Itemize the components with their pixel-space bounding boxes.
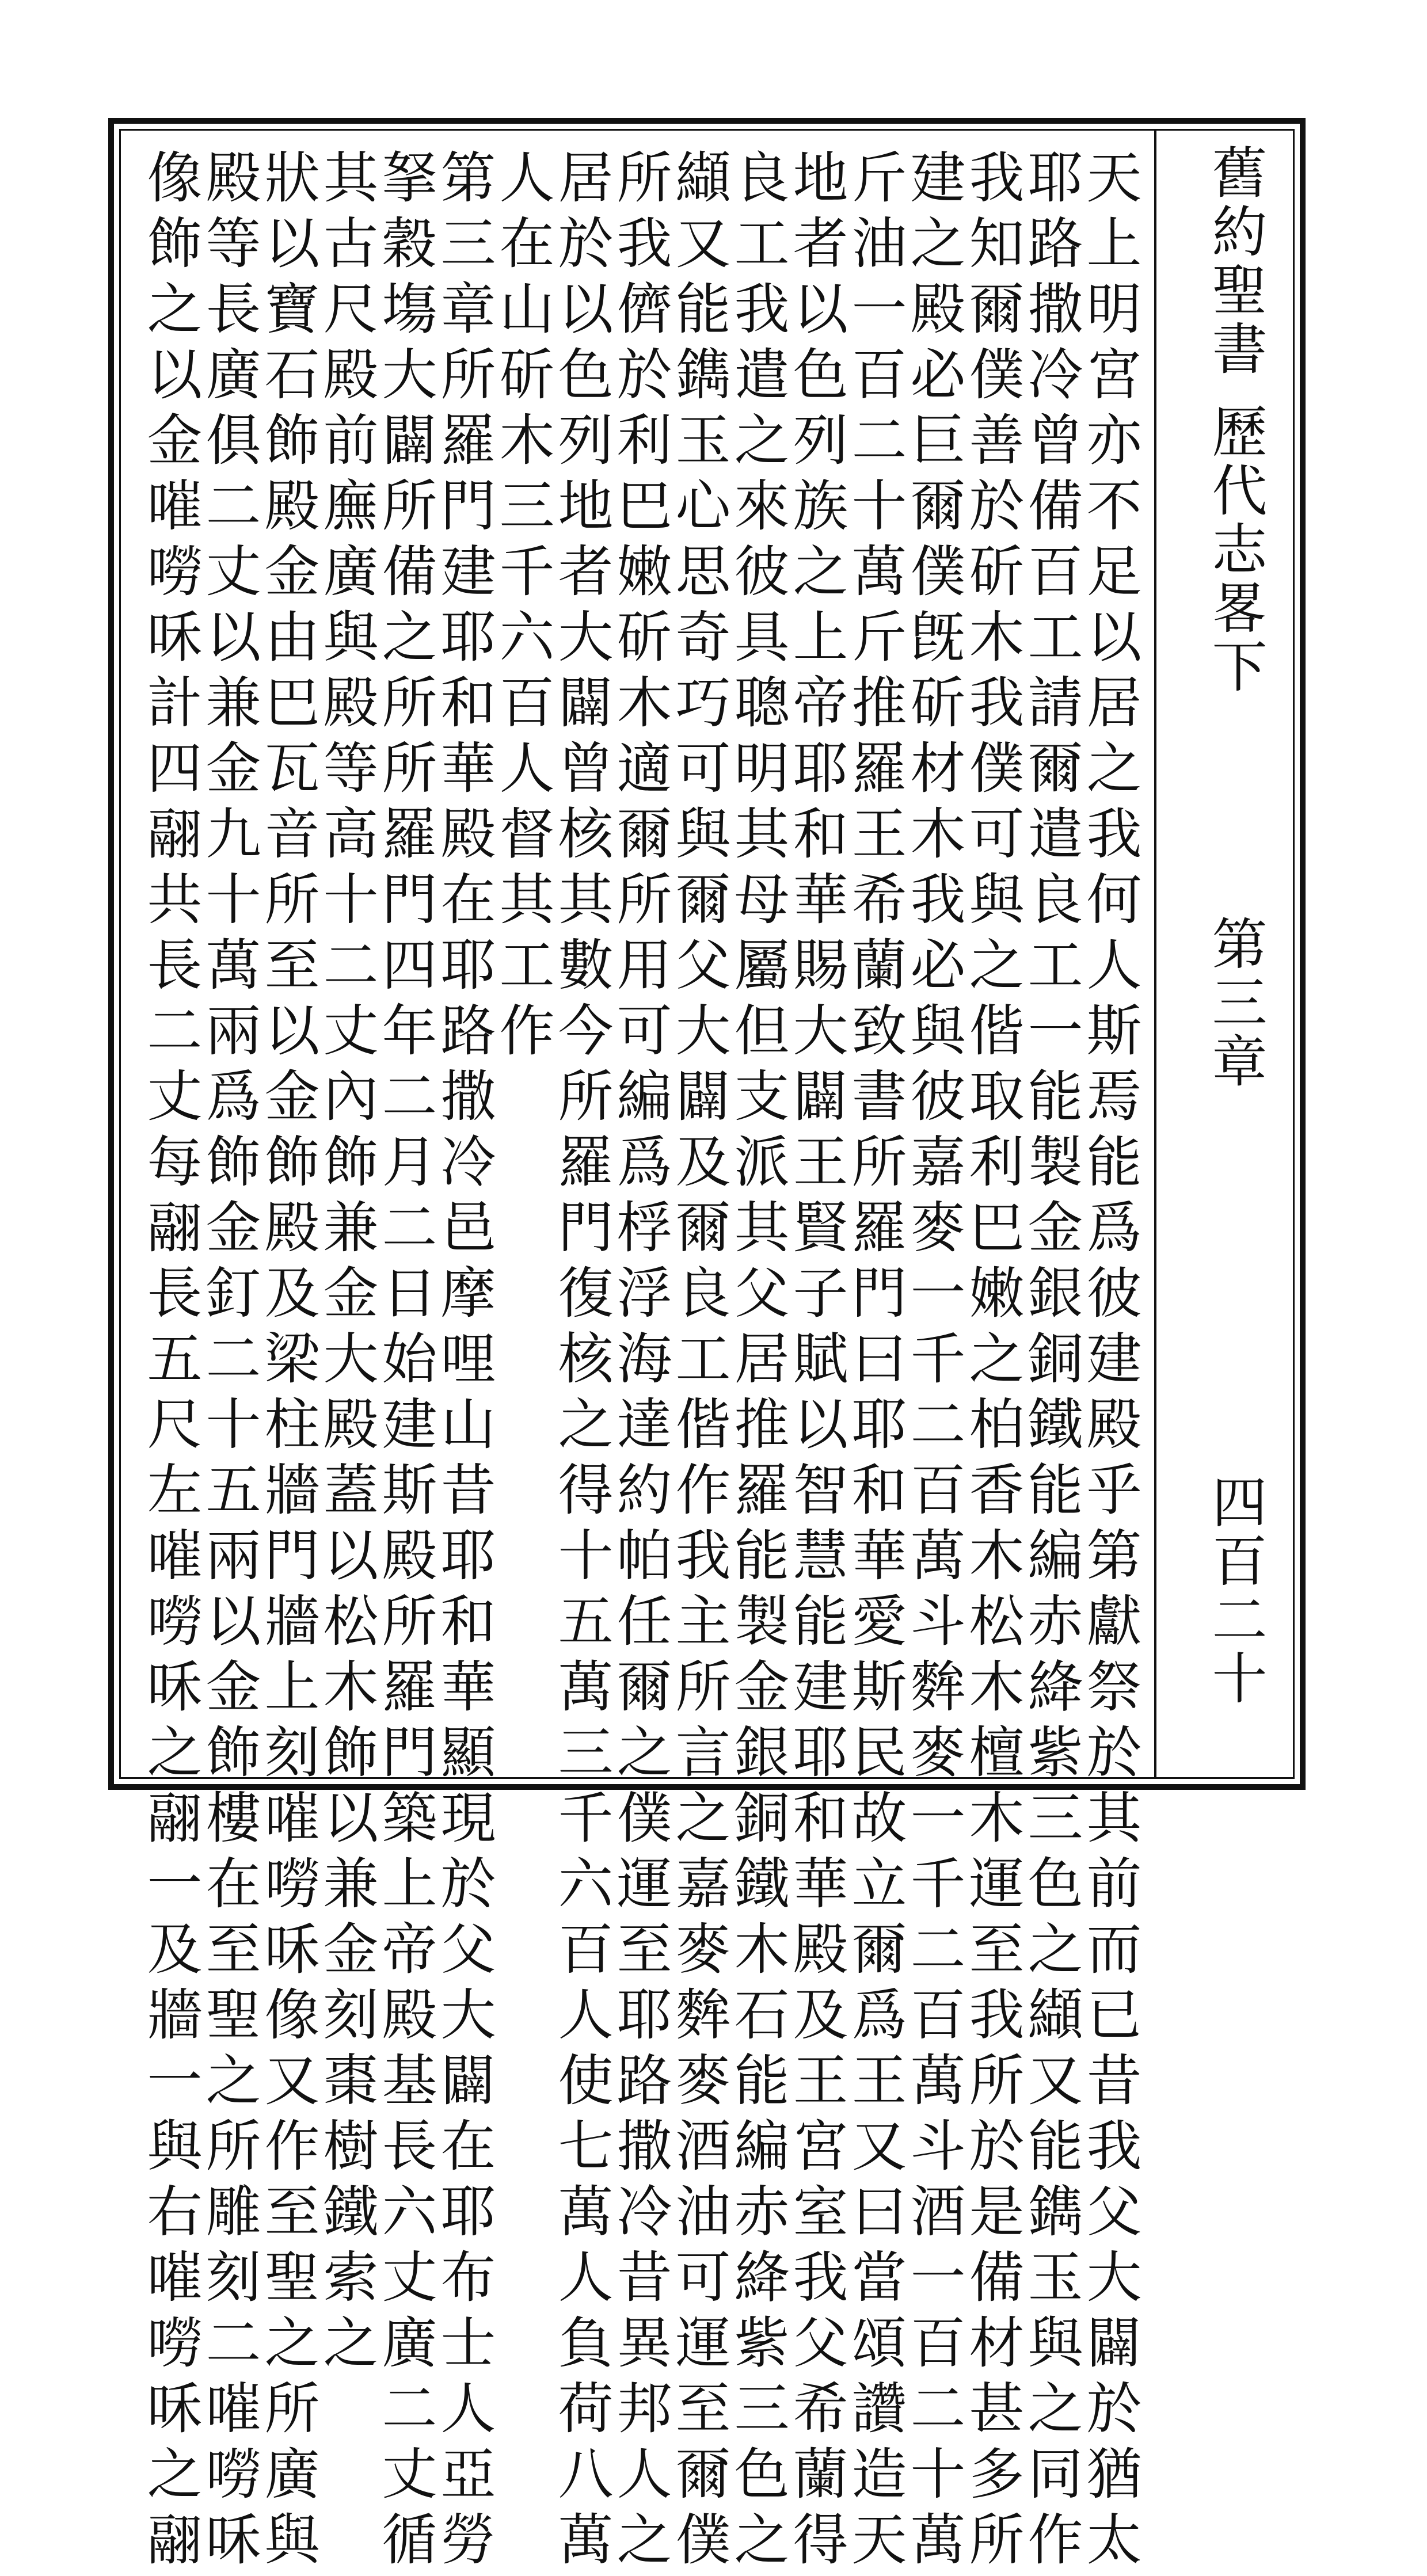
section-title: 歷代志畧下 xyxy=(1203,403,1268,696)
text-column: 其古尺殿前廡廣與殿等高十二丈內飾兼金大殿蓋以松木飾以兼金刻棗樹鐵索之 xyxy=(314,148,379,2379)
text-column: 人在山斫木三千六百人督其工作 xyxy=(490,148,555,1067)
text-column: 居於以色列地者大闢曾核其數今所羅門復核之得十五萬三千六百人使七萬人負荷八萬 xyxy=(549,148,614,2576)
text-column: 耶路撒冷曾備百工請爾遣良工一能製金銀銅鐵能編赤絳紫三色之纈又能鐫玉與之同作 xyxy=(1019,148,1083,2576)
text-column: 建之殿必巨爾僕旣斫材木我必與彼嘉麥一千二百萬斗麰麥一千二百萬斗酒一百二十萬 xyxy=(901,148,966,2576)
chapter-label: 第三章 xyxy=(1203,915,1268,1091)
text-column: 纈又能鐫玉心思奇巧可與爾父大闢及爾良工偕作我主所言之嘉麥麰麥酒油可運至爾僕 xyxy=(667,148,731,2576)
book-title: 舊約聖書 xyxy=(1203,144,1268,379)
header-divider xyxy=(1154,129,1156,1779)
text-column: 狀以寶石飾殿金由巴瓦音所至以金飾殿及梁柱牆門牆上刻嗺嘮咊像又作至聖之所廣與 xyxy=(256,148,320,2576)
text-column: 像飾之以金嗺嘮咊計四翮共長二丈每翮長五尺左嗺嘮咊之翮一及牆一與右嗺嘮咊之翮 xyxy=(138,148,203,2576)
chapter-heading-column: 第三章所羅門建耶和華殿在耶路撒冷邑摩哩山昔耶和華顯現於父大闢在耶布士人亞勞 xyxy=(432,148,496,2576)
text-column: 地者以色列族之上帝耶和華賜大闢王賢子賦以智慧能建耶和華殿及王宮室我父希蘭得 xyxy=(784,148,848,2576)
text-column: 所我儕於利巴嫩斫木適爾所用可編爲桴浮海達約帕任爾之僕運至耶路撒冷昔異邦人之 xyxy=(608,148,672,2576)
text-column: 良工我遣之來彼具聰明其母屬但支派其父居推羅能製金銀銅鐵木石能編赤絳紫三色之 xyxy=(725,148,790,2576)
text-column: 殿等長廣俱二丈以兼金九十萬兩爲飾金釘二十五兩以金飾樓在至聖之所雕刻二嗺嘮咊 xyxy=(197,148,261,2576)
text-column: 斤油一百二十萬斤推羅王希蘭致書所羅門曰耶和華愛斯民故立爾爲王又曰當頌讚造天 xyxy=(843,148,907,2576)
text-column: 我知爾僕善於斫木我僕可與之偕取利巴嫩之柏香木松木檀木運至我所於是備材甚多所 xyxy=(960,148,1025,2576)
page-number: 四百二十 xyxy=(1203,1473,1268,1708)
text-column: 天上明宮亦不足以居之我何人斯焉能爲彼建殿乎第獻祭於其前而已昔我父大闢於猶太 xyxy=(1078,148,1142,2576)
text-column: 拏穀塲大闢所備之所所羅門四年二月二日始建斯殿所羅門築上帝殿基長六丈廣二丈循 xyxy=(373,148,437,2576)
